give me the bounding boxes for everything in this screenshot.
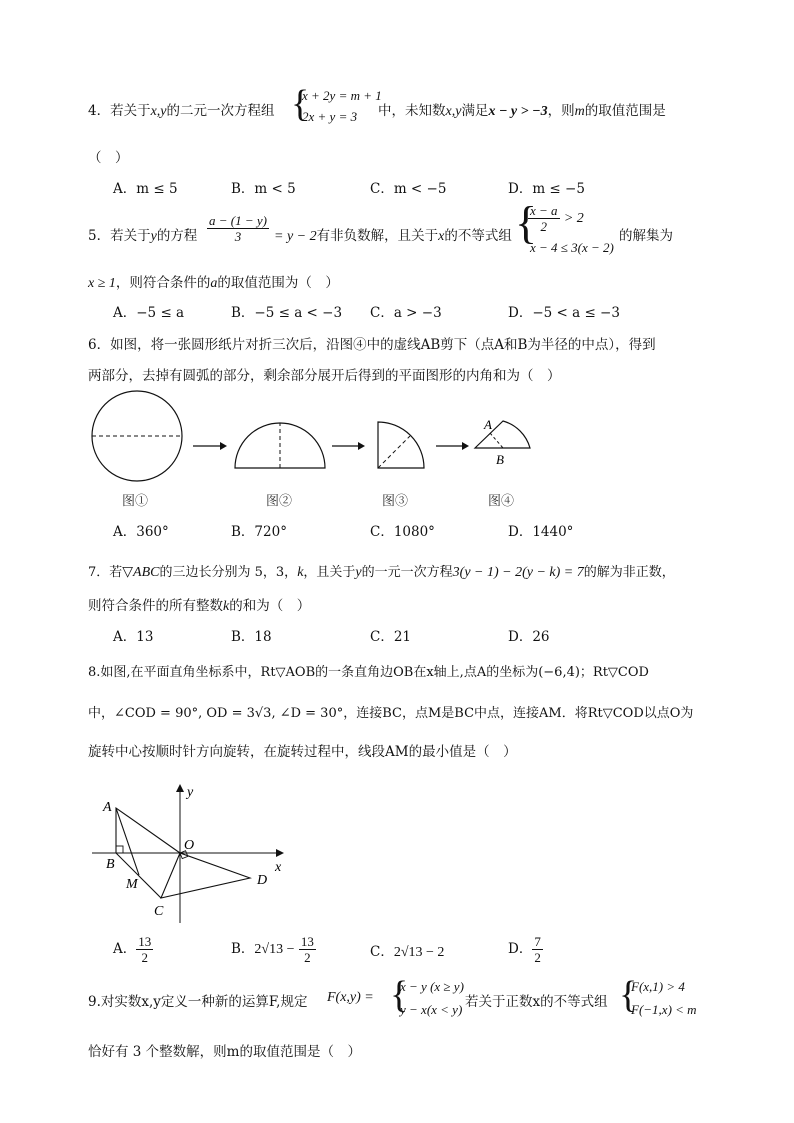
q4-option-a[interactable]: A．m ≤ 5 <box>113 181 178 197</box>
q6-stem-line-2: 两部分，去掉有圆弧的部分，剩余部分展开后得到的平面图形的内角和为（ ） <box>88 368 561 384</box>
q7-text-2: ，且关于 <box>303 565 356 580</box>
q8-stem-line-3: 旋转中心按顺时针方向旋转，在旋转过程中，线段AM的最小值是（ ） <box>88 744 517 760</box>
q4-mid: 的二元一次方程组 <box>166 103 275 119</box>
q7-text-6: 的和为（ ） <box>229 598 311 614</box>
q5-a: a <box>210 276 218 291</box>
y-axis-arrow <box>176 784 184 792</box>
q5-option-b[interactable]: B．−5 ≤ a < −3 <box>231 305 343 321</box>
q8-coordinate-figure <box>88 778 298 928</box>
q5-ineq-num: x − a <box>530 203 558 218</box>
q5-ineq-2: x − 4 ≤ 3(x − 2) <box>530 240 614 255</box>
q7-text: 的三边长分别为 5，3， <box>159 565 298 580</box>
q5-tail: 的解集为 <box>619 228 673 244</box>
q5-frac-den: 3 <box>234 229 242 244</box>
q7-option-a[interactable]: A．13 <box>113 629 154 645</box>
q9-case-1: x − y (x ≥ y) <box>400 979 464 994</box>
triangle-cod <box>161 853 250 898</box>
q8-option-b[interactable] <box>231 934 316 965</box>
q7-text-3: 的一元一次方程 <box>361 565 453 580</box>
q9-case-2: y − x(x < y) <box>400 1002 463 1017</box>
label-d: D <box>257 873 268 888</box>
option-letter: B． <box>231 941 255 957</box>
q4-equation-1: x + 2y = m + 1 <box>302 88 382 103</box>
q5-stem <box>88 224 197 245</box>
q8-option-d[interactable] <box>508 934 543 965</box>
label-b: B <box>496 452 504 467</box>
q7-option-c[interactable]: C．21 <box>370 629 412 645</box>
q5-text-3: 的不等式组 <box>444 228 512 244</box>
q5-frac-num: a − (1 − y) <box>209 213 267 228</box>
segment-bc <box>116 853 161 898</box>
q5-text-4: ，则符合条件的 <box>115 275 211 291</box>
q5-y: y <box>150 229 157 244</box>
q9-stem-line-2: 恰好有 3 个整数解，则m的取值范围是（ ） <box>88 1044 361 1060</box>
caption-figure-4: 图④ <box>488 494 515 509</box>
q7-equation: 3(y − 1) − 2(y − k) = 7 <box>452 565 584 580</box>
option-den: 2 <box>141 950 148 965</box>
q5-fraction <box>207 213 269 244</box>
option-letter: C． <box>370 944 394 960</box>
q6-option-b[interactable]: B．720° <box>231 524 287 540</box>
q5-option-c[interactable]: C．a > −3 <box>370 305 442 321</box>
option-text: 2√13 − 2 <box>393 945 445 960</box>
q4-text-2: 满足 <box>461 103 489 119</box>
q9-stem-2: 若关于正数x的不等式组 <box>465 994 608 1010</box>
q9-brace-2: { <box>619 974 638 1016</box>
q5-text-5: 的取值范围为（ ） <box>217 275 339 291</box>
arrow-3-head <box>462 442 469 450</box>
q9-stem: 9.对实数x,y定义一种新的运算F,规定 <box>88 994 308 1010</box>
q4-condition: x − y > −3 <box>488 104 548 119</box>
option-letter: D． <box>508 941 533 957</box>
q5-ineq-1 <box>528 203 584 234</box>
q7-text-5: 则符合条件的所有整数 <box>88 598 223 614</box>
q5-rhs: = y − 2 <box>274 229 317 244</box>
q5-text: 的方程 <box>156 228 198 244</box>
caption-figure-1: 图① <box>122 494 149 509</box>
q9-ineq-1: F(x,1) > 4 <box>631 979 685 994</box>
arrow-2-head <box>358 442 365 450</box>
q4-answer-paren: （ ） <box>88 150 129 166</box>
q6-folding-figure <box>80 388 540 488</box>
q4-m: m <box>574 104 585 119</box>
option-den: 2 <box>304 950 311 965</box>
option-num: 13 <box>300 934 314 949</box>
q7-k-2: k <box>223 599 230 614</box>
q4-option-b[interactable]: B．m < 5 <box>231 181 296 197</box>
q8-stem-line-1: 8.如图,在平面直角坐标系中，Rt▽AOB的一条直角边OB在x轴上,点A的坐标为(−6,4)；Rt▽COD <box>88 665 649 680</box>
q4-text-3: ，则 <box>547 103 575 119</box>
q7-triangle: ▽ABC <box>122 565 160 580</box>
option-num: 7 <box>534 934 541 949</box>
q5-option-d[interactable]: D．−5 < a ≤ −3 <box>508 305 620 321</box>
q5-x-range: x ≥ 1 <box>88 276 116 291</box>
q5-x: x <box>438 229 445 244</box>
q4-tail: 的取值范围是 <box>584 103 666 119</box>
option-den: 2 <box>534 950 541 965</box>
q7-y: y <box>355 565 362 580</box>
label-a: A <box>484 417 492 432</box>
label-y: y <box>187 785 194 800</box>
q8-option-c[interactable] <box>370 940 444 961</box>
label-a: A <box>103 800 112 815</box>
q4-lead: 4．若关于 <box>88 103 151 119</box>
q8-option-a[interactable] <box>113 934 153 965</box>
caption-figure-2: 图② <box>266 494 293 509</box>
triangle-aob <box>116 808 180 853</box>
q5-ineq-rhs: > 2 <box>563 211 584 226</box>
caption-figure-3: 图③ <box>382 494 409 509</box>
label-o: O <box>184 838 195 853</box>
q4-option-c[interactable]: C．m < −5 <box>370 181 447 197</box>
q5-ineq-den: 2 <box>540 219 548 234</box>
label-x: x <box>275 860 282 875</box>
q7-k: k <box>297 565 304 580</box>
q9-function: F(x,y) = <box>327 990 374 1005</box>
q4-text: 中，未知数 <box>378 103 446 119</box>
option-letter: A． <box>113 941 137 957</box>
q7-stem-line-1 <box>88 561 675 581</box>
q5-brace: { <box>515 197 538 248</box>
q4-brace: { <box>291 83 310 125</box>
figure-3-fold <box>378 436 410 468</box>
q6-option-c[interactable]: C．1080° <box>370 524 435 540</box>
q5-stem-2 <box>274 224 512 245</box>
x-axis-arrow <box>276 849 284 857</box>
q8-stem-line-2: 中，∠COD = 90°, OD = 3√3, ∠D = 30°，连接BC，点M是BC中点，连接AM．将Rt▽COD以点O为 <box>88 706 694 721</box>
label-c: C <box>154 904 164 919</box>
q6-option-d[interactable]: D．1440° <box>508 524 574 540</box>
q5-text-2: 有非负数解，且关于 <box>316 228 439 244</box>
q7-stem-line-2 <box>88 594 310 615</box>
q4-vars: x,y <box>150 104 167 119</box>
q9-brace: { <box>390 974 409 1016</box>
q4-stem-2 <box>378 99 666 120</box>
q4-equation-2: 2x + y = 3 <box>302 109 358 124</box>
q6-option-a[interactable]: A．360° <box>113 524 169 540</box>
option-pre: 2√13 − <box>254 942 295 957</box>
q7-option-d[interactable]: D．26 <box>508 629 550 645</box>
option-num: 13 <box>138 934 152 949</box>
q4-vars-2: x,y <box>445 104 462 119</box>
right-angle-b <box>116 846 123 853</box>
arrow-1-head <box>220 442 227 450</box>
q6-stem-line-1: 6．如图，将一张圆形纸片对折三次后，沿图④中的虚线AB剪下（点A和B为半径的中点），得到 <box>88 337 656 353</box>
q9-ineq-2: F(−1,x) < m <box>631 1002 697 1017</box>
q5-line-2 <box>88 271 339 292</box>
q5-lead: 5．若关于 <box>88 228 151 244</box>
q5-option-a[interactable]: A．−5 ≤ a <box>113 305 185 321</box>
figure-4-cut-ab <box>490 433 503 448</box>
q4-option-d[interactable]: D．m ≤ −5 <box>508 181 585 197</box>
q7-lead: 7．若 <box>88 565 123 580</box>
label-m: M <box>126 877 138 892</box>
label-b: B <box>106 857 115 872</box>
q7-option-b[interactable]: B．18 <box>231 629 272 645</box>
q4-stem <box>88 99 275 120</box>
q7-text-4: 的解为非正数， <box>583 565 675 580</box>
